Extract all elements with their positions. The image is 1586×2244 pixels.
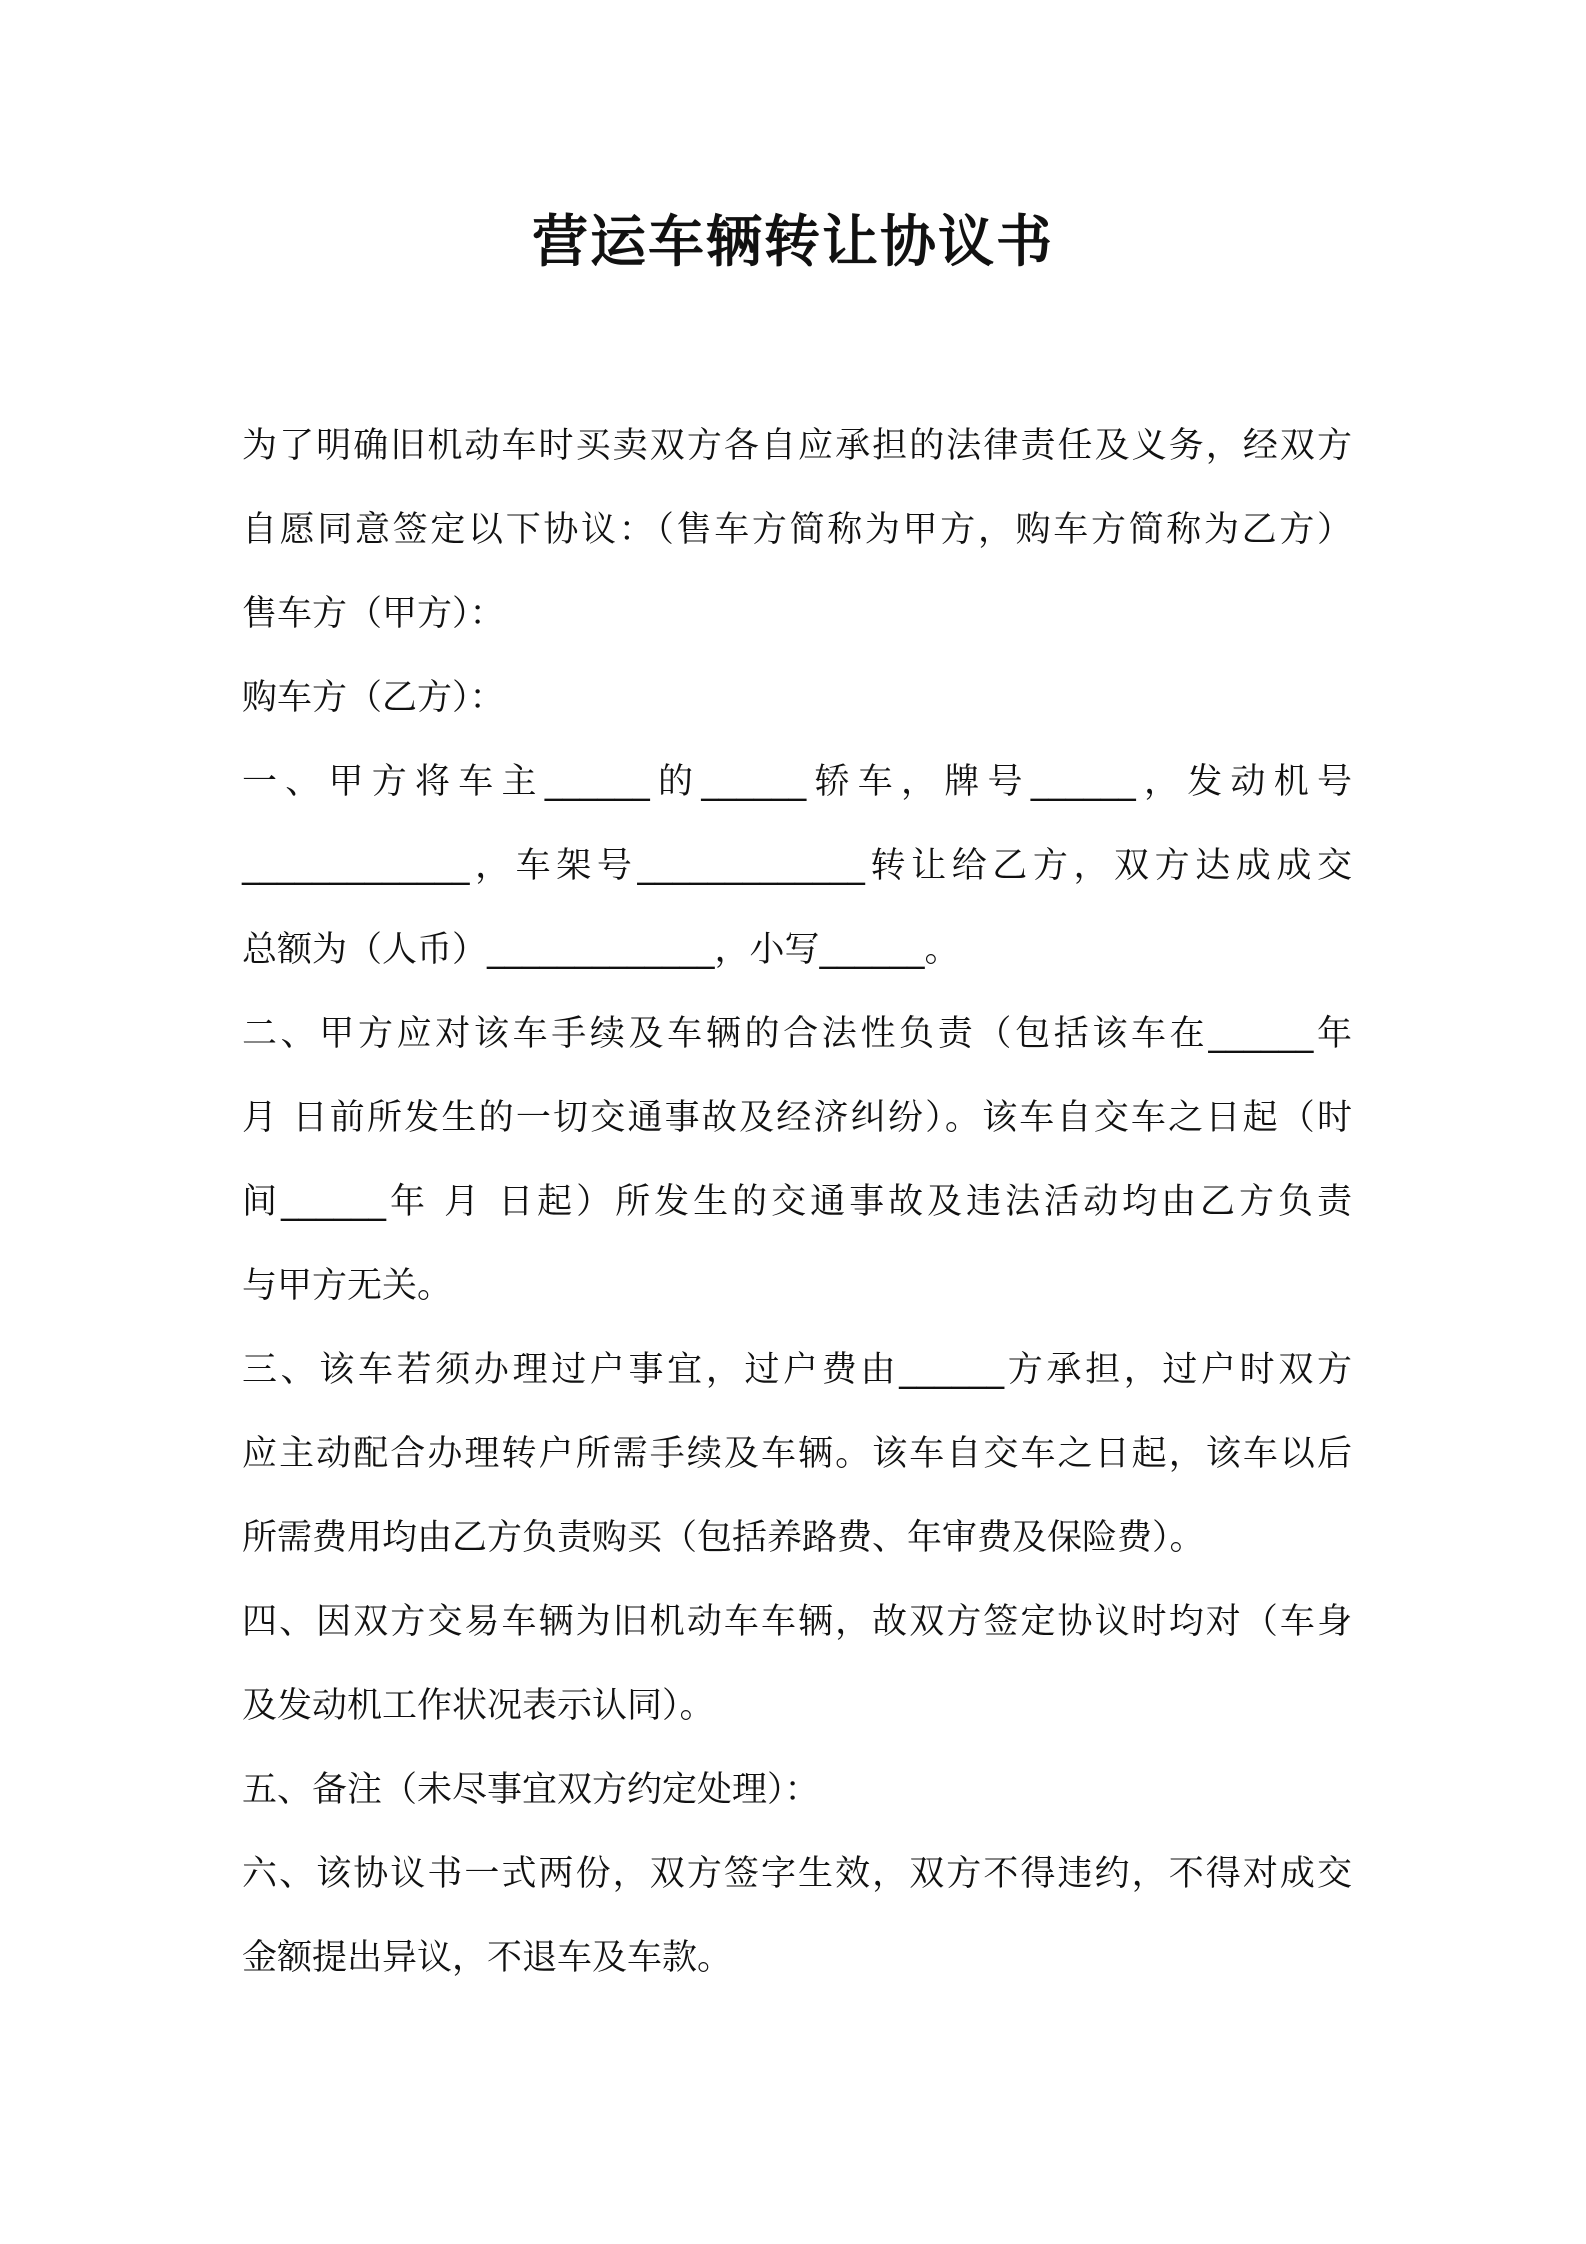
clause-1-line-3: 总额为（人币）_____________，小写______。 [242,930,960,970]
clause-6-line-2: 金额提出异议，不退车及车款。 [242,1938,733,1978]
clause-5-line: 五、备注（未尽事宜双方约定处理）： [242,1770,820,1810]
seller-line: 售车方（甲方）： [242,594,505,634]
buyer-line: 购车方（乙方）： [242,678,505,718]
clause-3-line-3: 所需费用均由乙方负责购买（包括养路费、年审费及保险费）。 [242,1518,1205,1558]
clause-6-line-1: 六、该协议书一式两份，双方签字生效，双方不得违约，不得对成交 [242,1854,1352,1894]
clause-1-line-2: _____________，车架号_____________转让给乙方，双方达成成交 [242,846,1352,886]
clause-2-line-2: 月 日前所发生的一切交通事故及经济纠纷）。该车自交车之日起（时 [242,1098,1352,1138]
clause-2-line-1: 二、甲方应对该车手续及车辆的合法性负责（包括该车在______年 [242,1014,1352,1054]
document-body [242,404,1352,2000]
document-title: 营运车辆转让协议书 [532,210,1054,275]
intro-line-1: 为了明确旧机动车时买卖双方各自应承担的法律责任及义务，经双方 [242,426,1352,466]
clause-1-line-1: 一、甲方将车主______的______轿车，牌号______，发动机号 [242,762,1352,802]
clause-3-line-2: 应主动配合办理转户所需手续及车辆。该车自交车之日起，该车以后 [242,1434,1352,1474]
clause-4-line-2: 及发动机工作状况表示认同）。 [242,1686,715,1726]
intro-line-2: 自愿同意签定以下协议：（售车方简称为甲方，购车方简称为乙方） [242,510,1352,550]
clause-2-line-3: 间______年 月 日起）所发生的交通事故及违法活动均由乙方负责 [242,1182,1352,1222]
clause-4-line-1: 四、因双方交易车辆为旧机动车车辆，故双方签定协议时均对（车身 [242,1602,1352,1642]
clause-3-line-1: 三、该车若须办理过户事宜，过户费由______方承担，过户时双方 [242,1350,1352,1390]
clause-2-line-4: 与甲方无关。 [242,1266,453,1306]
